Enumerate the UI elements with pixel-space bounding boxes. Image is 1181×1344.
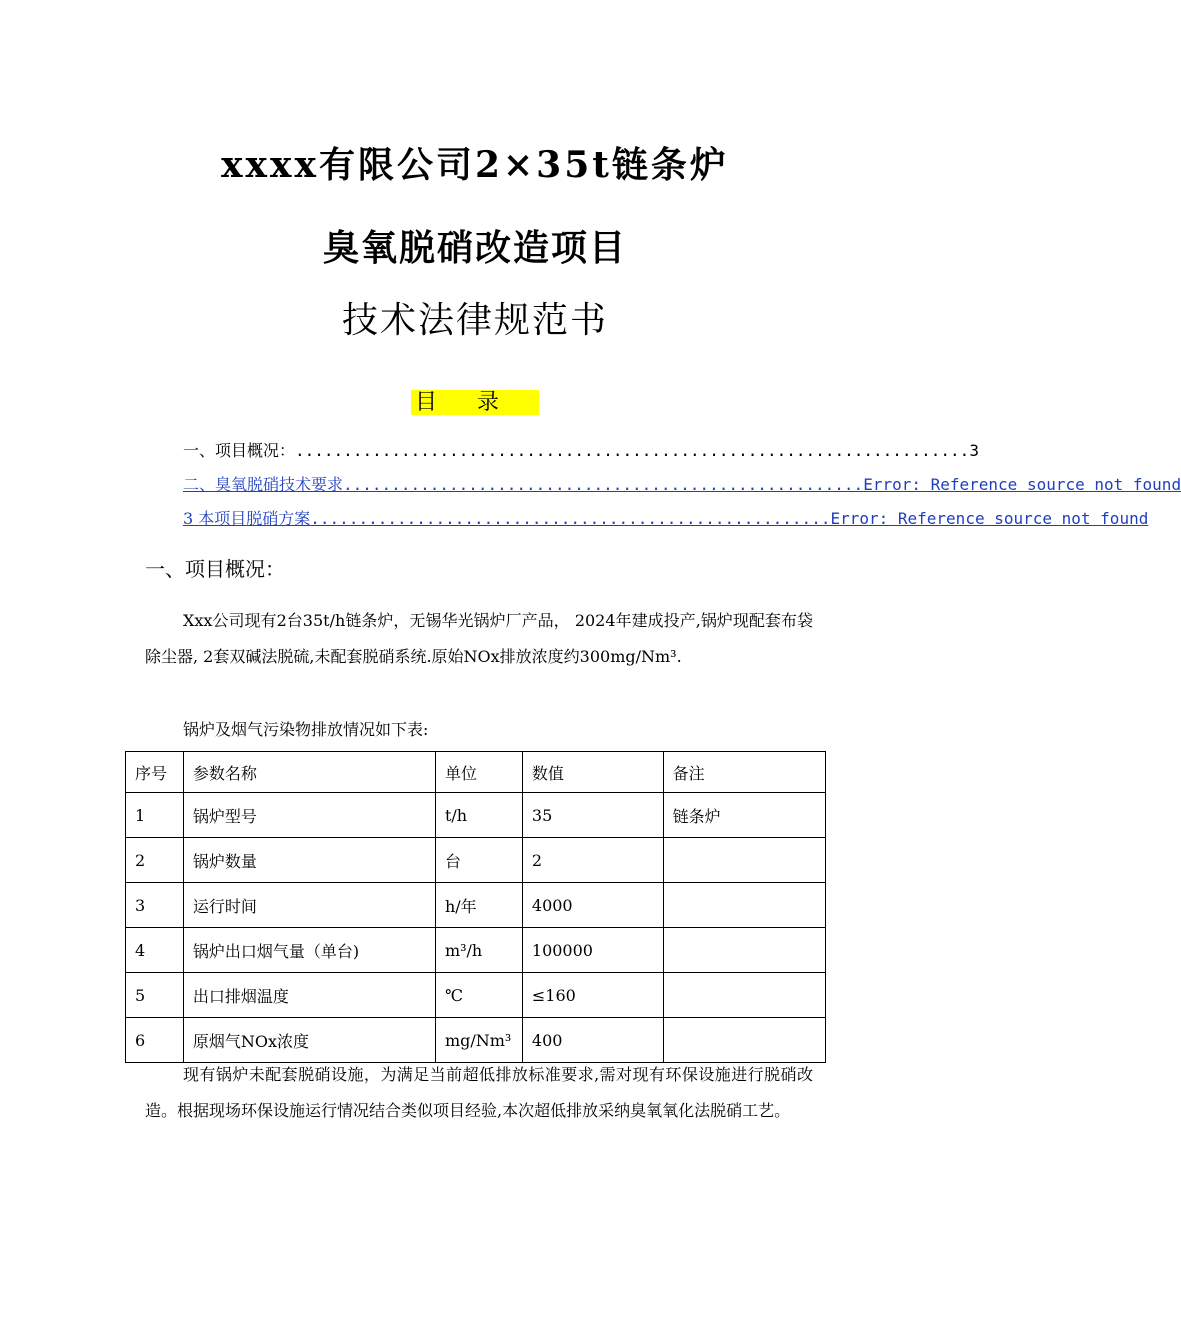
toc-entry-text: 二、臭氧脱硝技术要求: [183, 475, 344, 494]
paragraph-overview: Xxx公司现有2台35t/h链条炉，无锡华光锅炉厂产品， 2024年建成投产,锅炉现配套布袋除尘器, 2套双碱法脱硫,未配套脱硝系统.原始NOx排放浓度约300mg/Nm³.: [145, 611, 813, 666]
table-row: [126, 1018, 826, 1063]
table-cell: 4: [126, 928, 184, 973]
table-cell: 锅炉出口烟气量（单台): [183, 928, 435, 973]
table-cell: 6: [126, 1018, 184, 1063]
document-title-line-1: xxxx有限公司2×35t链条炉: [221, 144, 729, 186]
table-cell: 3: [126, 883, 184, 928]
toc-entry-page: 3: [969, 441, 979, 460]
table-cell: 1: [126, 793, 184, 838]
table-header-cell: 数值: [522, 752, 663, 793]
table-cell: 台: [435, 838, 522, 883]
table-cell: mg/Nm³: [435, 1018, 522, 1063]
toc-heading: [0, 385, 950, 416]
table-cell: 35: [522, 793, 663, 838]
table-cell: [663, 883, 825, 928]
table-cell: 原烟气NOx浓度: [183, 1018, 435, 1063]
toc-entry-page: Error: Reference source not found: [830, 509, 1149, 528]
table-row: [126, 838, 826, 883]
emission-parameters-table: [125, 751, 826, 1063]
table-row: [126, 973, 826, 1018]
toc-entry-text: 一、项目概况：: [183, 441, 296, 460]
table-header-cell: 备注: [663, 752, 825, 793]
table-row: [126, 793, 826, 838]
document-title-line-3: 技术法律规范书: [341, 300, 608, 341]
table-header-cell: 参数名称: [183, 752, 435, 793]
table-cell: 2: [522, 838, 663, 883]
table-row: [126, 883, 826, 928]
table-cell: 5: [126, 973, 184, 1018]
table-cell: t/h: [435, 793, 522, 838]
table-row: [126, 928, 826, 973]
table-cell: [663, 1018, 825, 1063]
table-cell: [663, 973, 825, 1018]
table-cell: m³/h: [435, 928, 522, 973]
table-cell: [663, 838, 825, 883]
section-heading-overview: 一、项目概况：: [145, 557, 285, 581]
toc-heading-text: 目录: [411, 390, 539, 415]
toc-entry-overview[interactable]: [183, 440, 979, 462]
table-cell: 锅炉型号: [183, 793, 435, 838]
toc-entry-denitration-plan[interactable]: [183, 508, 1149, 530]
toc-entry-page: Error: Reference source not found: [863, 475, 1181, 494]
toc-leader-dots: ......................................................................: [295, 441, 970, 460]
table-cell: [663, 928, 825, 973]
table-header-cell: 序号: [126, 752, 184, 793]
table-cell: 4000: [522, 883, 663, 928]
table-header-row: [126, 752, 826, 793]
table-cell: ≤160: [522, 973, 663, 1018]
table-cell: 100000: [522, 928, 663, 973]
toc-leader-dots: ......................................................: [343, 475, 864, 494]
table-header-cell: 单位: [435, 752, 522, 793]
table-cell: 出口排烟温度: [183, 973, 435, 1018]
table-cell: 链条炉: [663, 793, 825, 838]
document-title-line-2: 臭氧脱硝改造项目: [322, 227, 627, 269]
paragraph-retrofit-rationale: 现有锅炉未配套脱硝设施，为满足当前超低排放标准要求,需对现有环保设施进行脱硝改造。根据现场环保设施运行情况结合类似项目经验,本次超低排放采纳臭氧氧化法脱硝工艺。: [145, 1065, 813, 1120]
table-cell: 400: [522, 1018, 663, 1063]
table-cell: ℃: [435, 973, 522, 1018]
paragraph-table-intro: 锅炉及烟气污染物排放情况如下表:: [183, 720, 429, 739]
table-cell: h/年: [435, 883, 522, 928]
toc-leader-dots: ......................................................: [310, 509, 831, 528]
table-cell: 2: [126, 838, 184, 883]
toc-entry-text: 3 本项目脱硝方案: [183, 509, 311, 528]
toc-entry-ozone-requirements[interactable]: [183, 474, 1181, 496]
table-cell: 锅炉数量: [183, 838, 435, 883]
table-cell: 运行时间: [183, 883, 435, 928]
